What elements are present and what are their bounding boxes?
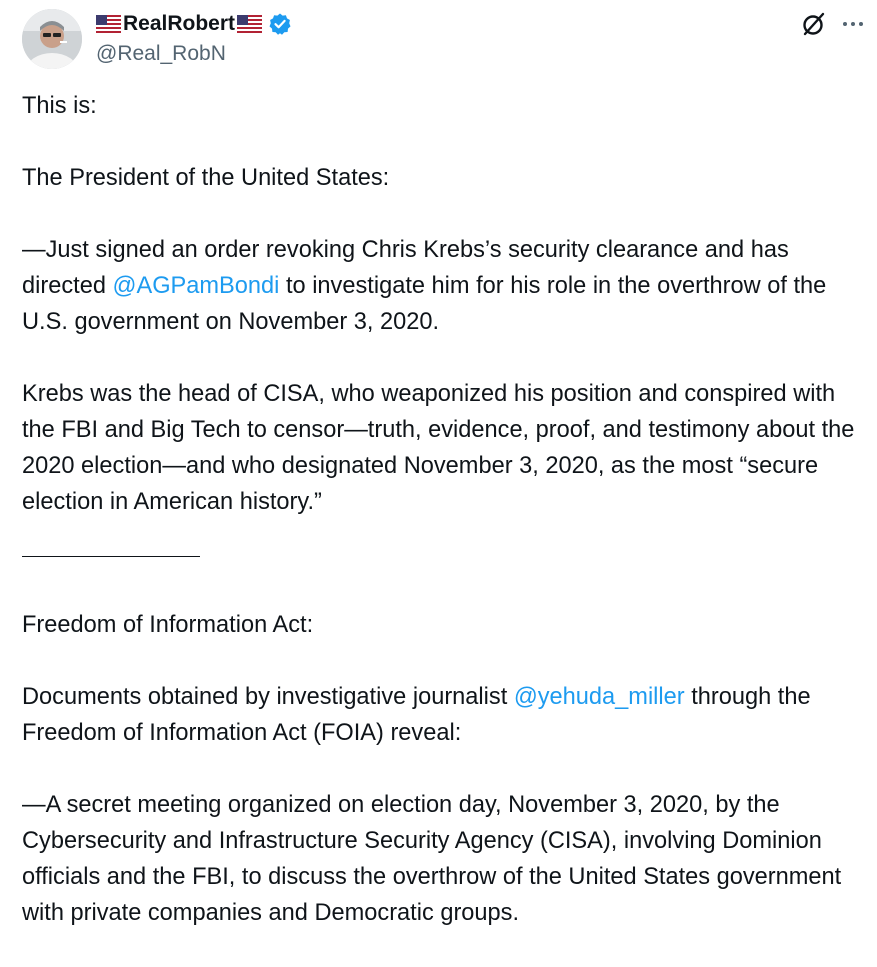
post-paragraph: —A secret meeting organized on election day, November 3, 2020, by the Cybersecurity and Infrastructure Security Agency (CISA), involving Dominion officials and the FBI, to discuss the overthrow of the United States government with private companies and Democratic groups. — [22, 792, 842, 926]
post-text: —Just signed an order revoking Chris Krebs’s security clearance and has directed — [22, 237, 789, 299]
post-text: through the Freedom of Information Act (FOIA) reveal: — [22, 684, 811, 746]
us-flag-icon — [96, 15, 121, 33]
avatar[interactable] — [22, 9, 82, 69]
post-paragraph: Krebs was the head of CISA, who weaponized his position and conspired with the FBI and Big Tech to censor—truth, evidence, proof, and testimony about the 2020 election—and who designated November 3, 2020, as the most “secure election in American history.” — [22, 381, 855, 515]
post-header — [0, 0, 877, 80]
mention-link[interactable]: @AGPamBondi — [112, 273, 280, 299]
display-name[interactable]: RealRobert — [123, 12, 236, 35]
more-dots-icon[interactable] — [840, 12, 866, 36]
grok-icon[interactable] — [800, 10, 828, 38]
us-flag-icon — [237, 15, 262, 33]
display-name-row[interactable] — [96, 9, 292, 39]
post-text: to investigate him for his role in the overthrow of the U.S. government on November 3, 2020. — [22, 273, 827, 335]
post-paragraph — [22, 679, 872, 751]
post-text: Documents obtained by investigative journalist — [22, 684, 514, 710]
post-body — [22, 88, 872, 967]
mention-link[interactable]: @yehuda_miller — [513, 684, 685, 710]
handle[interactable]: @Real_RobN — [96, 42, 226, 65]
post-paragraph: Freedom of Information Act: — [22, 612, 314, 638]
post-paragraph — [22, 232, 872, 340]
post-paragraph: The President of the United States: — [22, 165, 390, 191]
post-paragraph: This is: — [22, 93, 97, 119]
verified-badge-icon — [268, 12, 292, 36]
separator-line — [22, 556, 200, 557]
